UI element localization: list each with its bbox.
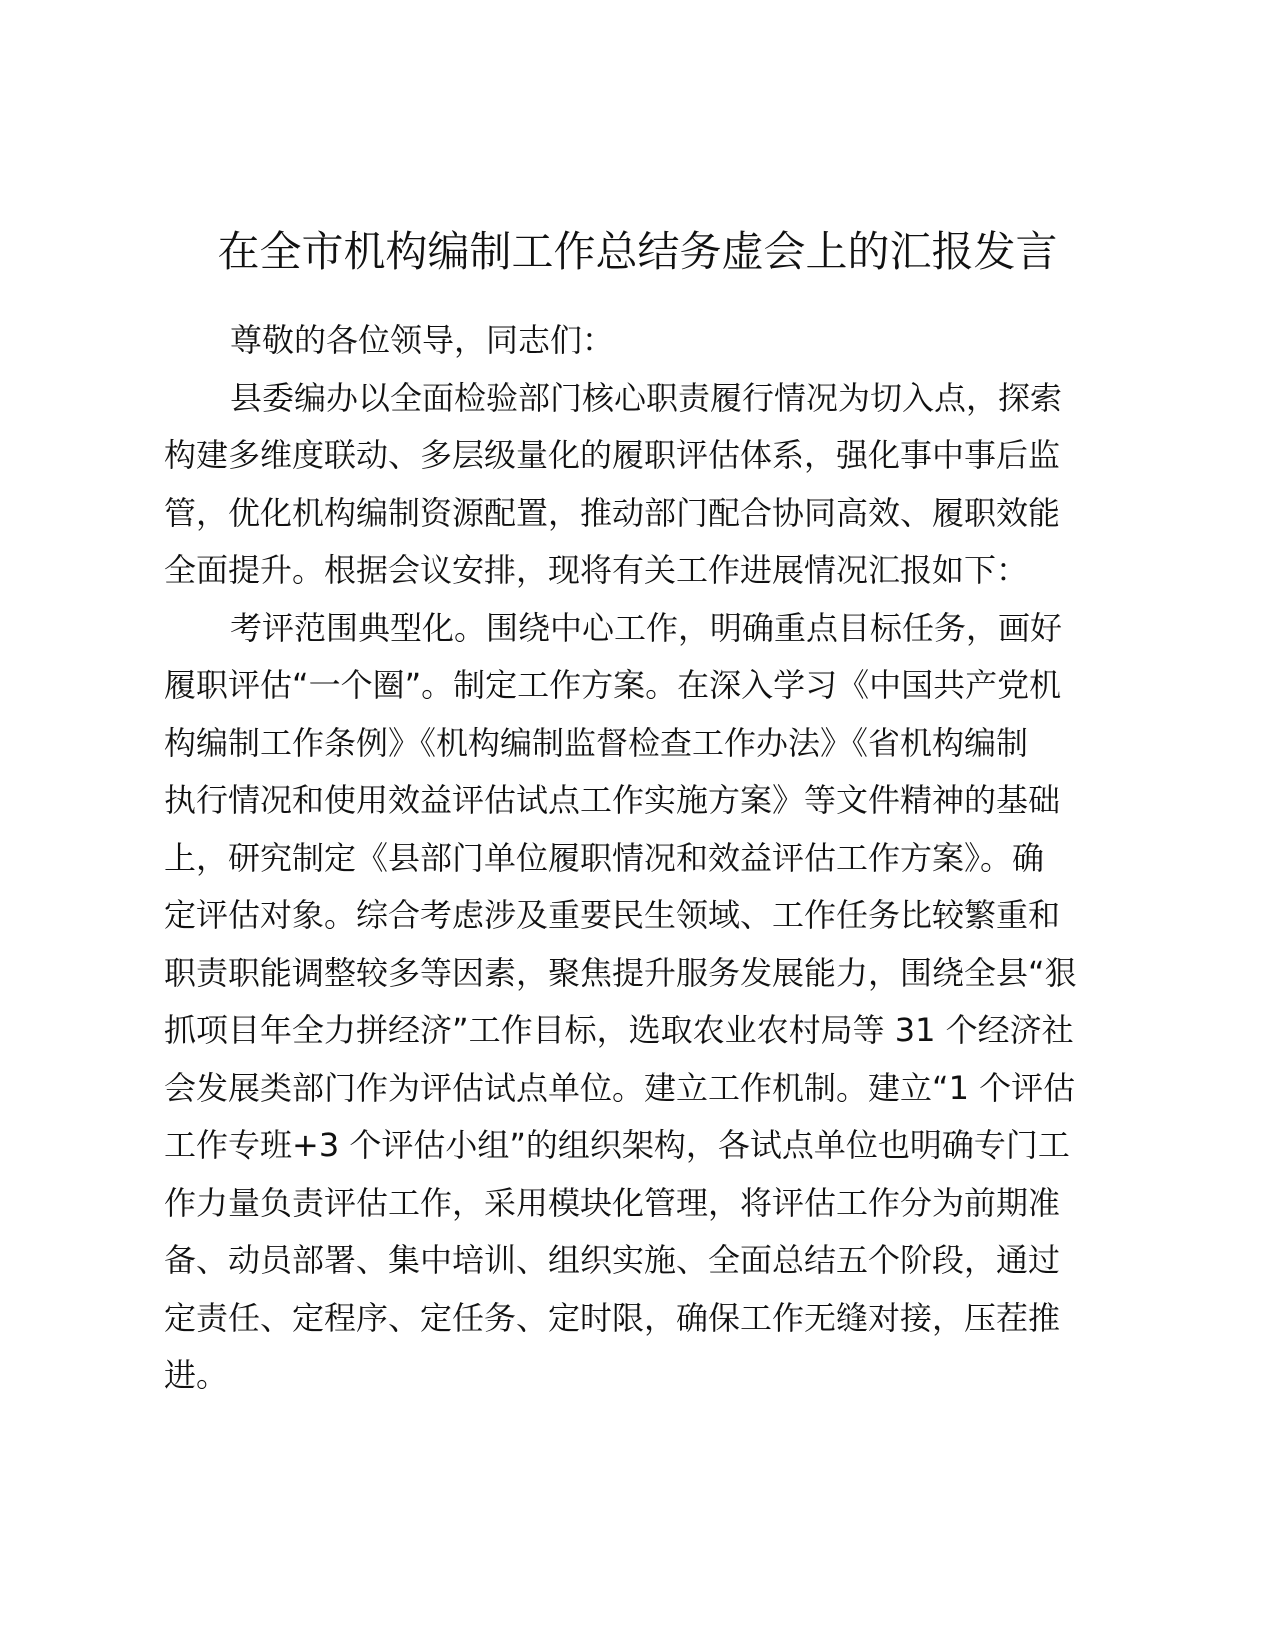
paragraph-2-line-8: 抓项目年全力拼经济”工作目标，选取农业农村局等 31 个经济社: [164, 1011, 1074, 1049]
paragraph-2-line-13: 定责任、定程序、定任务、定时限，确保工作无缝对接，压茬推: [164, 1298, 1061, 1337]
paragraph-1-line-4: 全面提升。根据会议安排，现将有关工作进展情况汇报如下：: [164, 551, 1029, 589]
paragraph-2-line-3: 构编制工作条例》《机构编制监督检查工作办法》《省机构编制: [164, 723, 1029, 762]
paragraph-2-line-10: 工作专班+3 个评估小组”的组织架构，各试点单位也明确专门工: [164, 1126, 1070, 1164]
paragraph-2-line-6: 定评估对象。综合考虑涉及重要民生领域、工作任务比较繁重和: [164, 896, 1061, 934]
paragraph-2-line-4: 执行情况和使用效益评估试点工作实施方案》等文件精神的基础: [164, 781, 1061, 819]
salutation-line: 尊敬的各位领导，同志们：: [230, 321, 615, 359]
paragraph-2-line-9: 会发展类部门作为评估试点单位。建立工作机制。建立“1 个评估: [164, 1068, 1076, 1107]
paragraph-2-line-12: 备、动员部署、集中培训、组织实施、全面总结五个阶段，通过: [164, 1241, 1061, 1279]
paragraph-2-line-2: 履职评估“一个圈”。制定工作方案。在深入学习《中国共产党机: [164, 666, 1062, 704]
paragraph-2-line-14: 进。: [164, 1356, 229, 1394]
paragraph-2-line-7: 职责职能调整较多等因素，聚焦提升服务发展能力，围绕全县“狠: [164, 953, 1077, 992]
paragraph-1-line-3: 管，优化机构编制资源配置，推动部门配合协同高效、履职效能: [164, 493, 1061, 532]
paragraph-2-line-5: 上，研究制定《县部门单位履职情况和效益评估工作方案》。确: [164, 838, 1045, 877]
document-title: 在全市机构编制工作总结务虚会上的汇报发言: [217, 227, 1058, 276]
paragraph-2-line-11: 作力量负责评估工作，采用模块化管理，将评估工作分为前期准: [164, 1183, 1061, 1222]
paragraph-1-line-2: 构建多维度联动、多层级量化的履职评估体系，强化事中事后监: [164, 436, 1061, 474]
document-body: [164, 312, 1106, 1405]
paragraph-2-line-1: 考评范围典型化。围绕中心工作，明确重点目标任务，画好: [230, 608, 1063, 647]
paragraph-1-line-1: 县委编办以全面检验部门核心职责履行情况为切入点，探索: [230, 378, 1063, 417]
